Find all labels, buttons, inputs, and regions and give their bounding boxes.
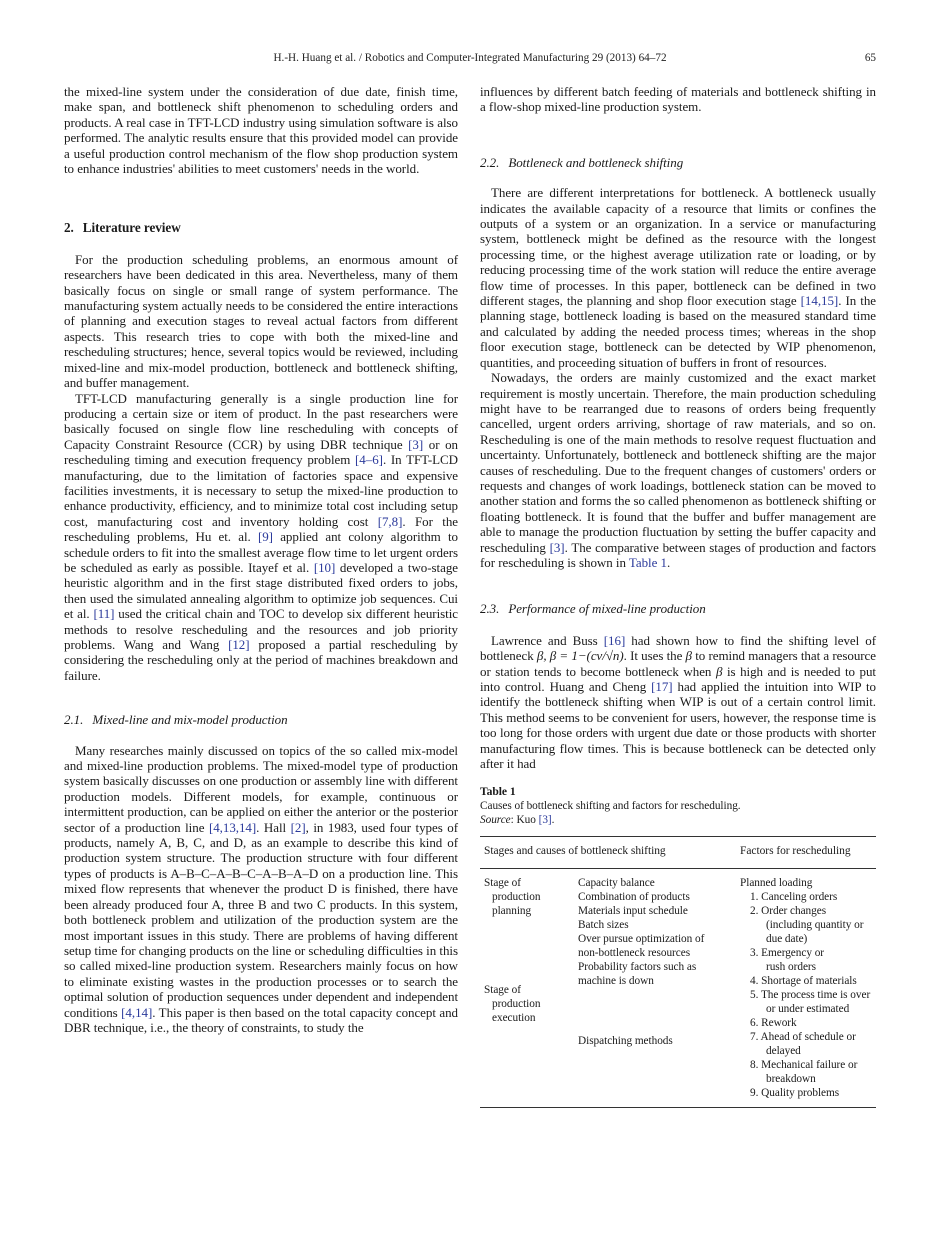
table-line: Planned loading [740, 876, 813, 889]
table-body [480, 869, 876, 1108]
paragraph-mix-model [64, 743, 458, 1036]
subsection-title: Mixed-line and mix-model production [92, 712, 288, 728]
page-header [64, 52, 876, 64]
paragraph-influences-continued: influences by different batch feeding of materials and bottleneck shifting in a flow-shop mixed-line production system. [480, 84, 876, 115]
text-segment: . The comparative between stages of production and factors for rescheduling is shown in [480, 539, 876, 570]
table-line: Over pursue optimization of [578, 932, 705, 945]
text-segment: . This paper is then based on the total capacity concept and DBR technique, i.e., the theory of constraints, to study the [64, 1004, 458, 1035]
citation-link[interactable]: [3] [408, 436, 424, 452]
text-segment: . It uses the [623, 648, 686, 664]
table-line: 5. The process time is over [750, 988, 871, 1001]
table-line: production [492, 890, 541, 903]
subsection-number: 2.2. [480, 154, 500, 170]
text-segment: proposed a partial rescheduling by considering the rescheduling only at the period of machines breakdown and failure. [64, 637, 458, 683]
table-line: 7. Ahead of schedule or [750, 1030, 856, 1043]
table-line: delayed [766, 1044, 801, 1057]
table-line: non-bottleneck resources [578, 946, 691, 959]
paragraph-mixed-line-performance [480, 633, 876, 772]
text-segment: is high and is needed to put into control. Huang and Cheng [480, 663, 876, 694]
table-line: Stage of [484, 876, 521, 889]
citation-link[interactable]: [12] [228, 637, 250, 652]
text-segment: . In TFT-LCD manufacturing, due to the limitation of factories space and expensive facilities investments, it is necessary to setup the mixed-line production to enhance productivity, efficiency, and to minimize total cost including setup cost, manufacturing cost and inventory holding cost [64, 452, 458, 529]
table-label: Table 1 [480, 785, 516, 799]
paragraph-tftlcd-manufacturing [64, 391, 458, 684]
table-header-row [480, 836, 876, 868]
table-line: Capacity balance [578, 876, 655, 889]
table-line: Dispatching methods [578, 1034, 673, 1047]
table-line: 2. Order changes [750, 904, 827, 917]
table-line: (including quantity or [766, 918, 864, 931]
text-segment: had shown how to find the shifting level of bottleneck [480, 632, 876, 664]
table-line: Batch sizes [578, 918, 629, 931]
table-source-label: Source [480, 814, 511, 827]
table-line: 6. Rework [750, 1016, 797, 1029]
text-segment: , in 1983, used four types of products, namely A, B, C, and D, as an example to describe this kind of production system structure. The production structure with four different types of products is A–B–C–A–B–C–A–B–A–D on a production line. This mixed flow represents that whenever the product D is finished, there have been already produced four A, three B and two C products. In this system, both bottleneck problem and utilization of the production system are the most important issues in this study. There are problems of having different setup time for changing products on the line or scheduling difficulties in this so called mixed-line production system. Researchers mainly focus on how to eliminate existing wastes in the production processes or to search the optimal solution of production sequences under dependent and independent conditions [64, 819, 458, 1020]
table-line: Probability factors such as [578, 960, 697, 973]
text-segment: or on rescheduling timing and execution frequency problem [64, 436, 459, 468]
table-cell-causes [578, 876, 740, 1100]
citation-link[interactable]: [4,14] [121, 1004, 153, 1020]
subsection-title: Bottleneck and bottleneck shifting [508, 154, 684, 170]
paragraph-bottleneck-interpretations [480, 185, 876, 370]
paragraph-intro-continued: the mixed-line system under the consideration of due date, finish time, make span, and bottleneck shift phenomenon to scheduling orders and products. A real case in TFT-LCD industry using simulation software is also performed. The analytic results ensure that this provided model can provide a useful production control mechanism of the flow shop production system to enhance industries' abilities to meet customers' needs in the world. [64, 84, 458, 177]
table-line: 9. Quality problems [750, 1086, 840, 1099]
section-number: 2. [64, 220, 74, 236]
citation-link[interactable]: [4,13,14] [208, 819, 257, 835]
citation-link[interactable]: Table 1 [628, 554, 667, 570]
citation-link[interactable]: [2] [290, 819, 306, 835]
table-line: 8. Mechanical failure or [750, 1058, 858, 1071]
table-line: execution [492, 1011, 536, 1024]
table-line: production [492, 997, 541, 1010]
text-segment: to remind managers that a resource or station tends to become bottleneck when [480, 648, 876, 679]
table-line: planning [492, 904, 532, 917]
section-title: Literature review [82, 220, 181, 236]
column-left [64, 84, 458, 1035]
citation-link[interactable]: [11] [93, 606, 115, 622]
page-number: 65 [864, 52, 876, 64]
section-heading-literature-review [64, 220, 458, 235]
table-caption: Causes of bottleneck shifting and factors for rescheduling. [480, 800, 741, 813]
table-column-header-stages: Stages and causes of bottleneck shifting [484, 845, 666, 858]
subsection-heading-2-3 [480, 601, 876, 616]
math-inline: β, β = 1−(cv/√n) [536, 648, 624, 664]
text-segment: . [666, 554, 671, 570]
paragraph-scheduling-problems: For the production scheduling problems, an enormous amount of researchers have been dedicated in this area. Nevertheless, many of them basically focus on single or small range of system performance. The manufacturing system actually needs to be considered the entire interactions of planning and execution stages to reveal actual factors from different aspects. This research tries to cope with both the mixed-line and rescheduling structures; hence, several topics would be reviewed, including mixed-line and mix-model production, bottleneck and bottleneck shifting, and buffer management. [64, 251, 458, 391]
citation-link[interactable]: [7,8] [377, 513, 403, 529]
table-line: 1. Canceling orders [750, 890, 838, 903]
table-line: 4. Shortage of materials [750, 974, 857, 987]
subsection-heading-2-1 [64, 712, 458, 727]
table-line: due date) [766, 932, 808, 945]
text-segment: had applied the intuition into WIP to identify the bottleneck shifting when WIP is out of a certain control limit. This method seems to be convenient for users, however, the response time is too long for those orders with urgent due date or those products with shorter manufacturing flow times. This is because bottleneck can be detected only after it had [480, 679, 877, 772]
table-line: or under estimated [766, 1002, 850, 1015]
citation-link[interactable]: [10] [313, 559, 336, 575]
text-segment: Lawrence and Buss [491, 632, 604, 648]
table-cell-stages [484, 876, 578, 1100]
text-segment: developed a two-stage heuristic algorithm and in the first stage distributed fixed orders to jobs, then used the simulated annealing algorithm to optimize job sequences. Cui et al. [64, 559, 458, 622]
math-inline: β [715, 663, 723, 679]
running-title: H.-H. Huang et al. / Robotics and Computer-Integrated Manufacturing 29 (2013) 64–72 [273, 52, 667, 64]
subsection-title: Performance of mixed-line production [508, 601, 706, 617]
text-segment: TFT-LCD manufacturing generally is a single production line for producing a certain size or item of product. In the past researchers were basically focused on single flow line rescheduling with concepts of Capacity Constraint Resource (CCR) by using DBR technique [64, 390, 458, 452]
table-source-text: : Kuo [510, 814, 539, 827]
citation-link[interactable]: [3] [549, 539, 565, 555]
text-segment: . In the planning stage, bottleneck loading is based on the measured standard time and calculated by adding the needed process times; whereas in the shop floor execution stage, bottleneck can be detected by WIP phenomenon, quantities, and proceeding situation of buffers in front of resources. [480, 293, 877, 370]
table-cell-factors [740, 876, 876, 1100]
table-line: Combination of products [578, 890, 690, 903]
citation-link[interactable]: [14,15] [800, 293, 839, 309]
text-segment: . For the rescheduling problems, Hu et. al. [64, 513, 459, 545]
table-source-period: . [551, 814, 555, 827]
text-segment: There are different interpretations for bottleneck. A bottleneck usually indicates the available capacity of a resource that limits or confines the outputs of a system or an organization. In a service or manufacturing system, bottleneck might be defined as the resource with the longest processing time, or the highest average utilization rate or loading, or by reducing processing time of the work station will reduce the entire average flow time of processes. In this paper, bottleneck can be defined in two different stages, the planning and shop floor execution stage [480, 185, 876, 309]
table-line: Stage of [484, 983, 521, 996]
text-segment: Nowadays, the orders are mainly customized and the exact market requirement is mostly uncertain. Therefore, the main production scheduling might have to be rearranged due to reasons of orders being frequently cancelled, urgent orders arriving, shortage of raw materials, and so on. Rescheduling is one of the main methods to resolve request fluctuation and uncertainty. Unfortunately, bottleneck and bottleneck shifting are the major causes of rescheduling. Due to the frequent changes of customers' orders or requests and changes of work loadings, bottleneck station can be moved to another station and forms the so called phenomenon as bottleneck shifting or floating bottleneck. It is found that the buffer and buffer management are able to manage the production fluctuation by setting the buffer capacity and rescheduling [480, 370, 876, 555]
table-line: machine is down [578, 974, 654, 987]
citation-link[interactable]: [9] [257, 529, 273, 545]
citation-link[interactable]: [16] [603, 632, 626, 648]
table-line: breakdown [766, 1072, 816, 1085]
text-segment: applied ant colony algorithm to schedule orders to fit into the smallest average flow time to let urgent orders be scheduled as early as possible. Itayef et al. [64, 529, 458, 575]
table-line: rush orders [766, 960, 816, 973]
subsection-number: 2.3. [480, 601, 500, 617]
table-line: 3. Emergency or [750, 946, 825, 959]
table-1 [480, 784, 876, 1107]
paragraph-rescheduling-causes [480, 370, 876, 570]
text-segment: . Hall [256, 819, 291, 835]
citation-link[interactable]: [3] [538, 814, 552, 827]
table-source [480, 813, 876, 827]
text-segment: Many researches mainly discussed on topics of the so called mix-model and mixed-line production problems. The mixed-model type of production system basically discusses on one production or assembly line with different production models. Different models, for example, continuous or intermittent production, can be applied on either the anterior or the posterior sector of a production line [64, 742, 458, 835]
column-right [480, 84, 876, 1108]
subsection-heading-2-2 [480, 155, 876, 170]
math-inline: β [685, 648, 692, 664]
subsection-number: 2.1. [64, 712, 84, 728]
citation-link[interactable]: [17] [651, 679, 673, 694]
text-segment: used the critical chain and TOC to develop six different heuristic methods to resolve rescheduling and the resources and job priority problems. Wang and Wang [64, 606, 458, 652]
table-column-header-factors: Factors for rescheduling [740, 845, 851, 858]
table-line: Materials input schedule [578, 904, 688, 917]
citation-link[interactable]: [4–6] [355, 452, 383, 468]
